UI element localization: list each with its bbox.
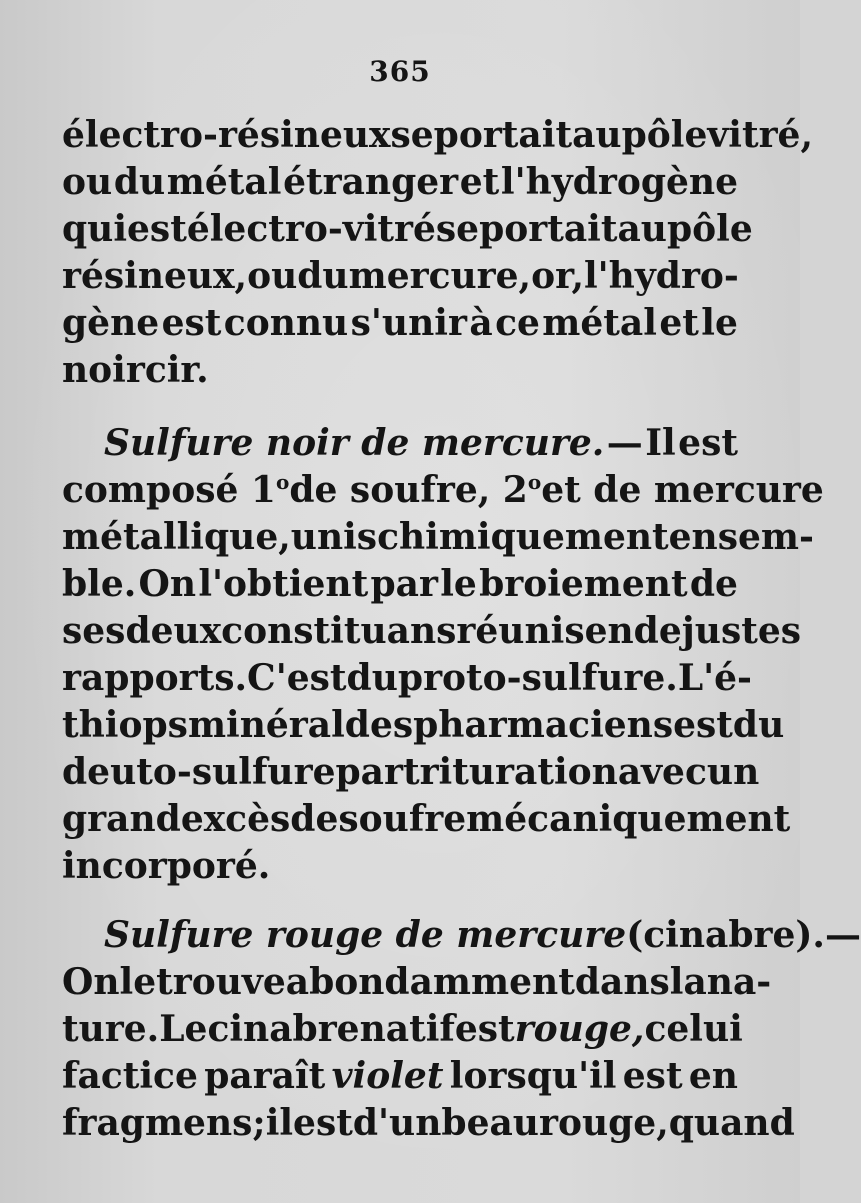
word: Le xyxy=(159,1008,208,1050)
word: s'unir xyxy=(350,302,467,344)
word: est xyxy=(161,302,222,344)
word: chimiquement xyxy=(377,516,669,558)
word: le xyxy=(440,563,477,605)
word: par xyxy=(370,563,438,605)
word: du xyxy=(732,704,785,746)
word: des xyxy=(344,704,414,746)
word: celui xyxy=(644,1008,743,1050)
text-line xyxy=(62,561,738,608)
text-line xyxy=(62,702,785,749)
word: métal xyxy=(166,161,282,203)
word: au xyxy=(617,208,667,250)
text-line xyxy=(62,1100,795,1147)
word: du xyxy=(113,161,166,203)
word: métallique, xyxy=(62,516,291,558)
word: mercure, xyxy=(348,255,532,297)
word: broiement xyxy=(479,563,688,605)
word: ou xyxy=(62,161,113,203)
text-line xyxy=(62,159,738,206)
word: noircir. xyxy=(62,349,209,391)
word: la xyxy=(669,961,707,1003)
paragraph-3 xyxy=(62,912,861,1147)
text-line xyxy=(62,206,753,253)
text-line xyxy=(62,796,791,843)
italic-word: violet xyxy=(331,1055,444,1097)
word: gène xyxy=(62,302,160,344)
section-title: Sulfure noir de mercure. xyxy=(104,422,605,464)
word: le xyxy=(119,961,157,1003)
word: il xyxy=(265,1102,294,1144)
word: électro-résineux xyxy=(62,114,391,156)
word: d'un xyxy=(352,1102,442,1144)
word: l'hydrogène xyxy=(500,161,738,203)
word: l'hydro- xyxy=(583,255,739,297)
word: rapports. xyxy=(62,657,248,699)
word: abondamment xyxy=(285,961,575,1003)
word: grand xyxy=(62,798,181,840)
page-number: 365 xyxy=(369,55,431,88)
word: On xyxy=(138,563,197,605)
word: vitré, xyxy=(707,114,813,156)
text-line xyxy=(62,347,738,394)
word: natif xyxy=(359,1008,455,1050)
word: de xyxy=(633,610,682,652)
word: unis xyxy=(290,516,378,558)
word: par xyxy=(335,751,403,793)
text-line xyxy=(62,1053,738,1100)
word: minéral xyxy=(187,704,345,746)
word: Il xyxy=(645,422,676,464)
superscript: o xyxy=(527,470,542,494)
word: en xyxy=(688,1055,738,1097)
superscript: o xyxy=(275,470,290,494)
word: est xyxy=(454,1008,515,1050)
word: factice xyxy=(62,1055,198,1097)
word: et xyxy=(459,161,500,203)
word: quand xyxy=(668,1102,795,1144)
word: en xyxy=(584,610,634,652)
word: ses xyxy=(62,610,126,652)
word: se xyxy=(390,114,434,156)
text-segment: et de mercure xyxy=(541,469,824,511)
word: du xyxy=(297,255,349,297)
word: portait xyxy=(479,208,618,250)
word: le xyxy=(701,302,738,344)
text-fragment: de soufre, 2 xyxy=(289,469,528,511)
word: pharmaciens xyxy=(413,704,674,746)
word: de xyxy=(689,563,738,605)
text-line xyxy=(62,112,813,159)
word: — xyxy=(606,422,643,464)
word: thiops xyxy=(62,704,188,746)
word: électro-vitré xyxy=(186,208,436,250)
word: rouge, xyxy=(538,1102,669,1144)
word: trouve xyxy=(156,961,286,1003)
word: ture. xyxy=(62,1008,160,1050)
paragraph-1 xyxy=(62,112,813,394)
word: ensem- xyxy=(668,516,814,558)
word: justes xyxy=(681,610,802,652)
word: constituans xyxy=(221,610,457,652)
word: beau xyxy=(441,1102,539,1144)
word: or, xyxy=(531,255,584,297)
word: est xyxy=(127,208,187,250)
word: excès xyxy=(180,798,291,840)
word: ce xyxy=(495,302,540,344)
word: (cinabre). xyxy=(626,914,825,956)
word: deuto-sulfure xyxy=(62,751,336,793)
section-heading-line xyxy=(62,420,738,467)
text-line xyxy=(62,655,752,702)
text-line xyxy=(62,608,802,655)
word: est xyxy=(673,704,733,746)
word: ble. xyxy=(62,563,137,605)
word: paraît xyxy=(204,1055,326,1097)
word: au xyxy=(572,114,622,156)
text-line xyxy=(62,514,814,561)
word: pôle xyxy=(666,208,753,250)
word: métal xyxy=(542,302,657,344)
word: cinabre xyxy=(207,1008,360,1050)
text-fragment: composé 1 xyxy=(62,469,276,511)
word: — xyxy=(824,914,861,956)
word: trituration xyxy=(402,751,618,793)
section-title: Sulfure rouge de mercure xyxy=(104,914,627,956)
text-line xyxy=(62,1006,743,1053)
text-line xyxy=(62,253,738,300)
word: qui xyxy=(62,208,128,250)
word: On xyxy=(62,961,120,1003)
word: est xyxy=(678,422,738,464)
word: résineux, xyxy=(62,255,248,297)
word: un xyxy=(706,751,760,793)
italic-word: rouge, xyxy=(514,1008,645,1050)
word: deux xyxy=(125,610,222,652)
text-segment xyxy=(289,467,541,514)
word: C'est xyxy=(247,657,347,699)
word: réunis xyxy=(456,610,585,652)
text-line xyxy=(62,749,760,796)
word: lorsqu'il xyxy=(449,1055,617,1097)
word: dans xyxy=(574,961,670,1003)
word: l'obtient xyxy=(198,563,369,605)
word: pôle xyxy=(621,114,708,156)
section-heading-line xyxy=(62,912,861,959)
word: incorporé. xyxy=(62,845,271,887)
word: et xyxy=(659,302,699,344)
word: avec xyxy=(617,751,707,793)
word: est xyxy=(622,1055,683,1097)
word: connu xyxy=(223,302,349,344)
word: portait xyxy=(433,114,573,156)
word: du xyxy=(346,657,398,699)
word: proto-sulfure. xyxy=(397,657,678,699)
text-line xyxy=(62,959,772,1006)
word: à xyxy=(469,302,493,344)
text-line xyxy=(62,300,738,347)
word: soufre xyxy=(338,798,467,840)
text-segment xyxy=(62,467,289,514)
word: se xyxy=(435,208,480,250)
word: fragmens; xyxy=(62,1102,266,1144)
paragraph-2 xyxy=(62,420,824,890)
word: de xyxy=(290,798,339,840)
word: ou xyxy=(247,255,298,297)
text-line xyxy=(62,467,824,514)
word: étranger xyxy=(283,161,459,203)
text-line xyxy=(62,843,738,890)
word: mécaniquement xyxy=(466,798,791,840)
word: L'é- xyxy=(677,657,752,699)
word: est xyxy=(293,1102,353,1144)
word: na- xyxy=(706,961,772,1003)
